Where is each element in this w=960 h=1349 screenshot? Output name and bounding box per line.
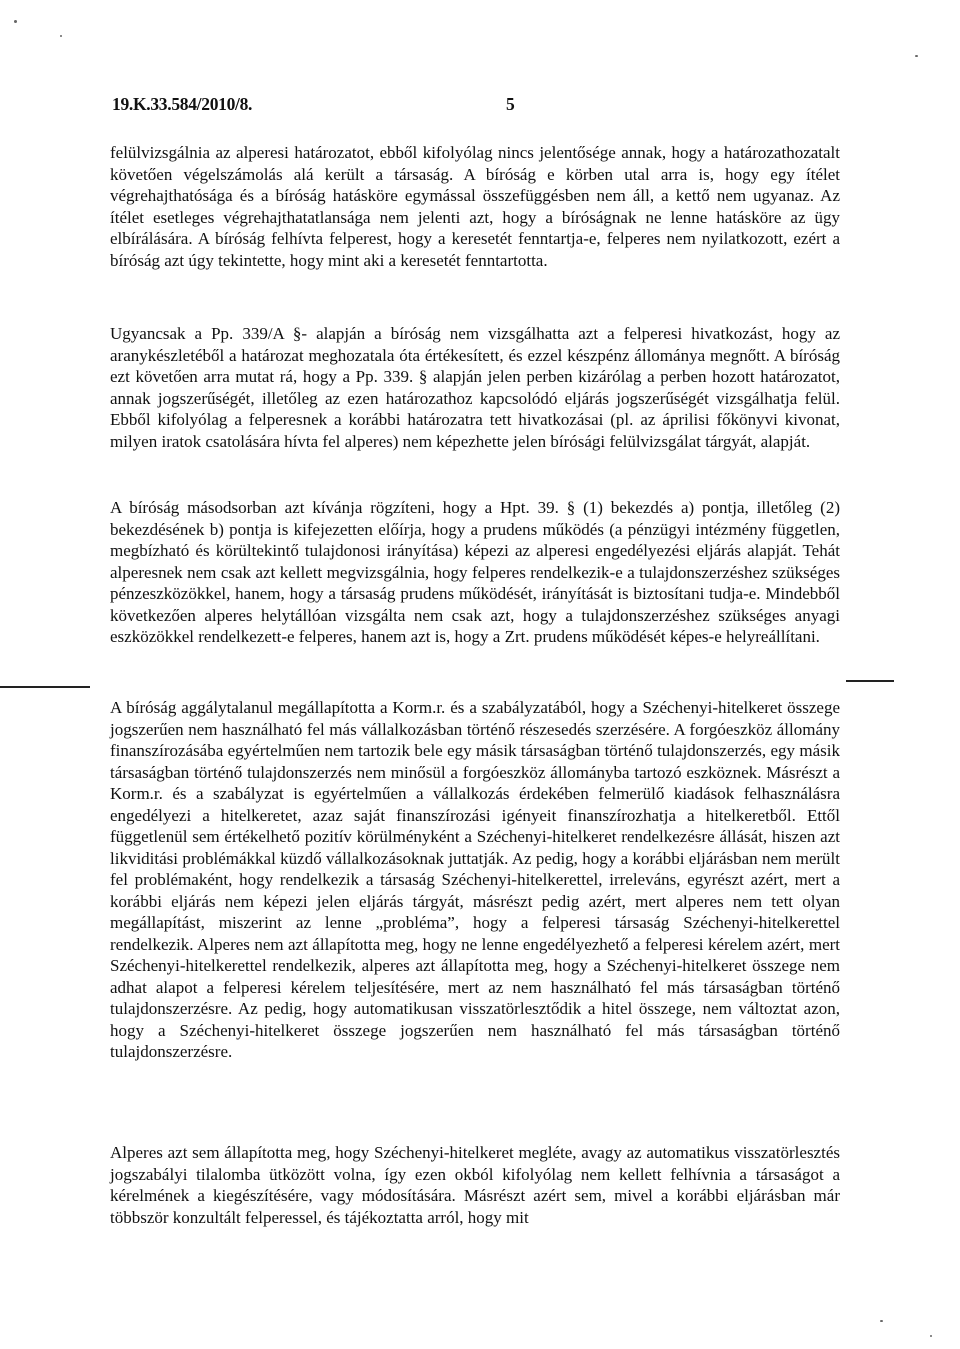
scan-speck bbox=[14, 20, 17, 23]
page-header bbox=[112, 94, 832, 124]
scan-speck bbox=[930, 1335, 932, 1337]
paragraph-1: felülvizsgálnia az alperesi határozatot, ebből kifolyólag nincs jelentősége annak, hogy a határozathozatalt követően végelszámolás alá került a társaság. A bíróság e körben utal arra is, hogy egy ítélet végrehajthatósága és a bíróság hatásköre egymással összefüggésben nem áll, a kettő nem ugyanaz. Az ítélet esetleges végrehajthatatlansága nem jelenti azt, hogy a bíróságnak ne lenne hatásköre az ügy elbírálására. A bíróság felhívta felperest, hogy a keresetét fenntartja-e, felperes nem nyilatkozott, ezért a bíróság azt úgy tekintette, hogy mint aki a keresetét fenntartotta. bbox=[110, 143, 840, 270]
scan-speck bbox=[60, 35, 62, 37]
paragraph-4: A bíróság aggálytalanul megállapította a Korm.r. és a szabályzatából, hogy a Széchenyi-hitelkeret összege jogszerűen nem használható fel más vállalkozásban történő részesedés szerzésére. A forgóeszköz állomány finanszírozásába egyértelműen nem tartozik bele egy másik társaságban történő tulajdonszerzés, egy másik társaságban történő tulajdonszerzés nem minősül a forgóeszköz állományba tartozó eszköznek. Másrészt a Korm.r. és a szabályzat is egyértelműen a vállalkozás érdekében felmerülő kiadások felhasználásra engedélyezi a hitelkeretet, azaz saját finanszírozási igényeit finanszírozhatja a hitelkeretből. Ettől függetlenül sem értékelhető pozitív körülményként a Széchenyi-hitelkeret rendelkezésre állását, hiszen azt likviditási problémákkal küzdő vállalkozásoknak juttatják. Az pedig, hogy a korábbi eljárásban nem merült fel problémaként, hogy rendelkezik a társaság Széchenyi-hitelkerettel, irreleváns, egyrészt azért, mert a korábbi eljárás nem képezi jelen eljárás tárgyát, másrészt pedig azért, mert alperes nem tett olyan megállapítást, miszerint az lenne „probléma”, hogy a felperesi társaság Széchenyi-hitelkerettel rendelkezik. Alperes nem azt állapította meg, hogy ne lenne engedélyezhető a felperesi kérelem azért, mert Széchenyi-hitelkerettel rendelkezik, alperes azt állapította meg, hogy a Széchenyi-hitelkeret összege nem adhat alapot a felperesi kérelem teljesítésére, mert az nem használható fel más társaságban történő tulajdonszerzésre. Az pedig, hogy automatikusan visszatörlesztődik a hitel összege, nem változtat azon, hogy a Széchenyi-hitelkeret összege jogszerűen nem használható fel más társaságban történő tulajdonszerzésre. bbox=[110, 698, 840, 1061]
page-number: 5 bbox=[506, 94, 515, 114]
paragraph-5: Alperes azt sem állapította meg, hogy Széchenyi-hitelkeret megléte, avagy az automatikus visszatörlesztés jogszabályi tilalomba ütközött volna, így ezen okból kifolyólag nem kellett felhívnia a társaságot a kérelmének a kiegészítésére, vagy módosítására. Másrészt azért sem, mivel a korábbi eljárásban már többször konzultált felperessel, és tájékoztatta arról, hogy mit bbox=[110, 1143, 840, 1227]
scan-artifact-left bbox=[0, 686, 90, 688]
paragraph-2: Ugyancsak a Pp. 339/A §- alapján a bíróság nem vizsgálhatta azt a felperesi hivatkozást, hogy az aranykészletéből a határozat meghozatala óta értékesített, és ezzel készpénz állománya megnőtt. A bíróság ezt követően arra mutat rá, hogy a Pp. 339. § alapján jelen perben kizárólag a perben hozott határozatot, annak jogszerűségét, illetőleg az ezen határozathoz kapcsolódó eljárás jogszerűségét vizsgálhatja felül. Ebből kifolyólag a felperesnek a korábbi határozatra tett hivatkozásai (pl. az áprilisi főkönyvi kivonat, milyen iratok csatolására hívta fel alperes) nem képezhette jelen bírósági felülvizsgálat tárgyát, alapját. bbox=[110, 324, 840, 451]
scan-artifact-right bbox=[846, 680, 894, 682]
scan-speck bbox=[880, 1320, 883, 1322]
scan-speck bbox=[915, 55, 918, 57]
paragraph-3: A bíróság másodsorban azt kívánja rögzíteni, hogy a Hpt. 39. § (1) bekezdés a) pontja, illetőleg (2) bekezdésének b) pontja is kifejezetten előírja, hogy a prudens működés (a pénzügyi intézmény független, megbízható és körültekintő tulajdonosi irányítása) képezi az alperesi engedélyezési eljárás alapját. Tehát alperesnek nem csak azt kellett megvizsgálnia, hogy felperes rendelkezik-e a tulajdonszerzéshez szükséges pénzeszközökkel, hanem, hogy a társaság prudens működését, irányítását is biztosítani tudja-e. Mindebből következően alperes helytállóan vizsgálta nem csak azt, hogy a tulajdonszerzéshez szükséges anyagi eszközökkel rendelkezett-e felperes, hanem azt is, hogy a Zrt. prudens működését képes-e helyreállítani. bbox=[110, 498, 840, 646]
case-number: 19.K.33.584/2010/8. bbox=[112, 94, 253, 114]
